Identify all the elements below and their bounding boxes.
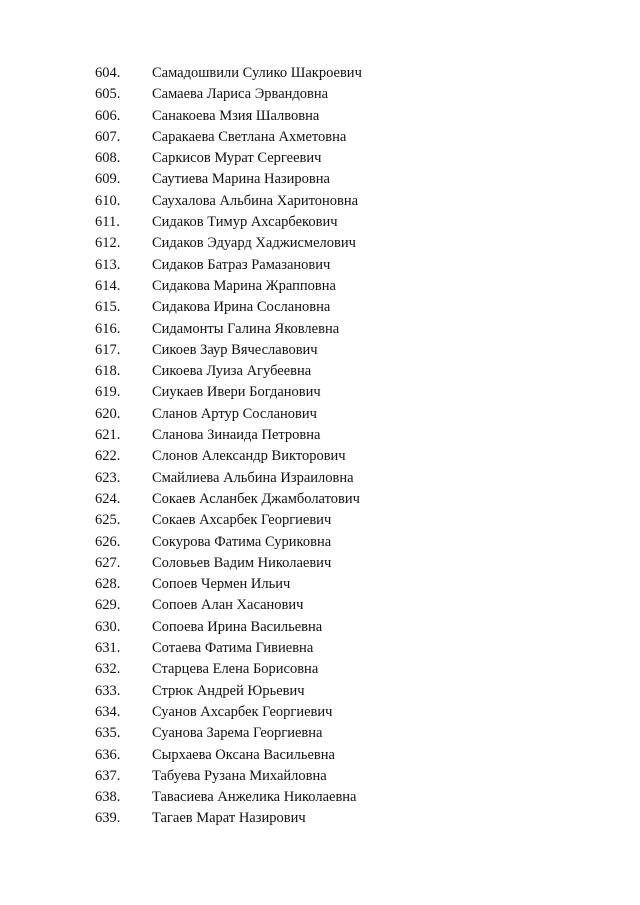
list-item-name: Сидакова Марина Жрапповна (152, 277, 336, 294)
list-item-name: Сидаков Тимур Ахсарбекович (152, 214, 338, 231)
list-item-name: Сопоев Алан Хасанович (152, 597, 304, 614)
list-item-name: Сидаков Батраз Рамазанович (152, 256, 331, 273)
list-item (0, 574, 640, 595)
list-item-name: Сикоева Луиза Агубеевна (152, 363, 312, 380)
list-item (0, 489, 640, 510)
list-item-number: 615. (95, 299, 121, 316)
list-item-number: 624. (95, 490, 121, 507)
list-item (0, 212, 640, 233)
list-item-number: 638. (95, 789, 121, 806)
list-item-number: 609. (95, 171, 121, 188)
list-item (0, 617, 640, 638)
list-item-name: Старцева Елена Борисовна (152, 661, 319, 678)
list-item-number: 604. (95, 65, 121, 81)
list-item (0, 766, 640, 787)
list-item (0, 638, 640, 659)
list-item (0, 446, 640, 467)
list-item-name: Сокурова Фатима Суриковна (152, 533, 332, 550)
list-item (0, 468, 640, 489)
list-item-number: 639. (95, 810, 121, 827)
list-item-name: Сопоева Ирина Васильевна (152, 618, 323, 635)
list-item (0, 787, 640, 808)
list-item-number: 610. (95, 192, 121, 209)
list-item-name: Саухалова Альбина Харитоновна (152, 192, 359, 209)
list-item-number: 635. (95, 725, 121, 742)
list-item (0, 84, 640, 105)
list-item (0, 106, 640, 127)
list-item-number: 616. (95, 320, 121, 337)
list-item (0, 808, 640, 829)
list-item (0, 63, 640, 84)
list-item-number: 612. (95, 235, 121, 252)
list-item-name: Табуева Рузана Михайловна (152, 767, 327, 784)
list-item-name: Слонов Александр Викторович (152, 448, 346, 465)
list-item (0, 319, 640, 340)
list-item-name: Сикоев Заур Вячеславович (152, 341, 318, 358)
list-item-number: 632. (95, 661, 121, 678)
list-item (0, 510, 640, 531)
list-item (0, 361, 640, 382)
list-item (0, 191, 640, 212)
list-item (0, 681, 640, 702)
list-item-name: Сидакова Ирина Сослановна (152, 299, 331, 316)
list-item-number: 628. (95, 576, 121, 593)
list-item-name: Сырхаева Оксана Васильевна (152, 746, 335, 763)
list-item-number: 620. (95, 405, 121, 422)
list-item-number: 608. (95, 150, 121, 167)
list-item (0, 723, 640, 744)
list-item-name: Сокаев Асланбек Джамболатович (152, 490, 360, 507)
list-item-name: Сотаева Фатима Гивиевна (152, 640, 314, 657)
list-item-number: 625. (95, 512, 121, 529)
list-item (0, 297, 640, 318)
list-item-name: Саркисов Мурат Сергеевич (152, 150, 322, 167)
list-item (0, 702, 640, 723)
list-item-number: 630. (95, 618, 121, 635)
list-item-number: 634. (95, 703, 121, 720)
list-item-name: Суанова Зарема Георгиевна (152, 725, 323, 742)
list-item-name: Тавасиева Анжелика Николаевна (152, 789, 357, 806)
list-item-number: 614. (95, 277, 121, 294)
list-item-number: 613. (95, 256, 121, 273)
list-item-number: 606. (95, 107, 121, 124)
list-item (0, 276, 640, 297)
list-item-number: 623. (95, 469, 121, 486)
list-item-name: Саутиева Марина Назировна (152, 171, 330, 188)
list-item-name: Сидаков Эдуард Хаджисмелович (152, 235, 356, 252)
list-item-number: 618. (95, 363, 121, 380)
list-item-name: Соловьев Вадим Николаевич (152, 554, 332, 571)
list-item (0, 745, 640, 766)
list-item-name: Сланова Зинаида Петровна (152, 427, 321, 444)
list-item-name: Самадошвили Сулико Шакроевич (152, 65, 362, 81)
list-item-number: 629. (95, 597, 121, 614)
list-item-number: 611. (95, 214, 120, 231)
list-item (0, 233, 640, 254)
list-item (0, 553, 640, 574)
list-item-name: Суанов Ахсарбек Георгиевич (152, 703, 333, 720)
list-item-number: 621. (95, 427, 121, 444)
list-item (0, 127, 640, 148)
list-item (0, 169, 640, 190)
list-item-name: Сиукаев Ивери Богданович (152, 384, 321, 401)
list-item (0, 340, 640, 361)
list-item-number: 607. (95, 128, 121, 145)
list-item (0, 148, 640, 169)
list-item (0, 595, 640, 616)
list-item (0, 404, 640, 425)
list-item-number: 622. (95, 448, 121, 465)
list-item-name: Сопоев Чермен Ильич (152, 576, 291, 593)
list-item-number: 617. (95, 341, 121, 358)
list-item-number: 627. (95, 554, 121, 571)
list-item-name: Сокаев Ахсарбек Георгиевич (152, 512, 332, 529)
list-item (0, 382, 640, 403)
list-item-name: Смайлиева Альбина Израиловна (152, 469, 354, 486)
list-item-name: Самаева Лариса Эрвандовна (152, 86, 329, 103)
list-item-name: Сланов Артур Сосланович (152, 405, 317, 422)
list-item-number: 637. (95, 767, 121, 784)
list-item-name: Сидамонты Галина Яковлевна (152, 320, 340, 337)
list-item (0, 659, 640, 680)
list-item-number: 619. (95, 384, 121, 401)
list-item (0, 532, 640, 553)
list-item-number: 633. (95, 682, 121, 699)
list-item (0, 425, 640, 446)
list-item-name: Стрюк Андрей Юрьевич (152, 682, 305, 699)
list-item (0, 255, 640, 276)
list-item-number: 631. (95, 640, 121, 657)
name-list (0, 63, 640, 830)
list-item-name: Саракаева Светлана Ахметовна (152, 128, 347, 145)
list-item-name: Тагаев Марат Назирович (152, 810, 306, 827)
list-item-number: 626. (95, 533, 121, 550)
list-item-number: 636. (95, 746, 121, 763)
list-item-name: Санакоева Мзия Шалвовна (152, 107, 320, 124)
list-item-number: 605. (95, 86, 121, 103)
